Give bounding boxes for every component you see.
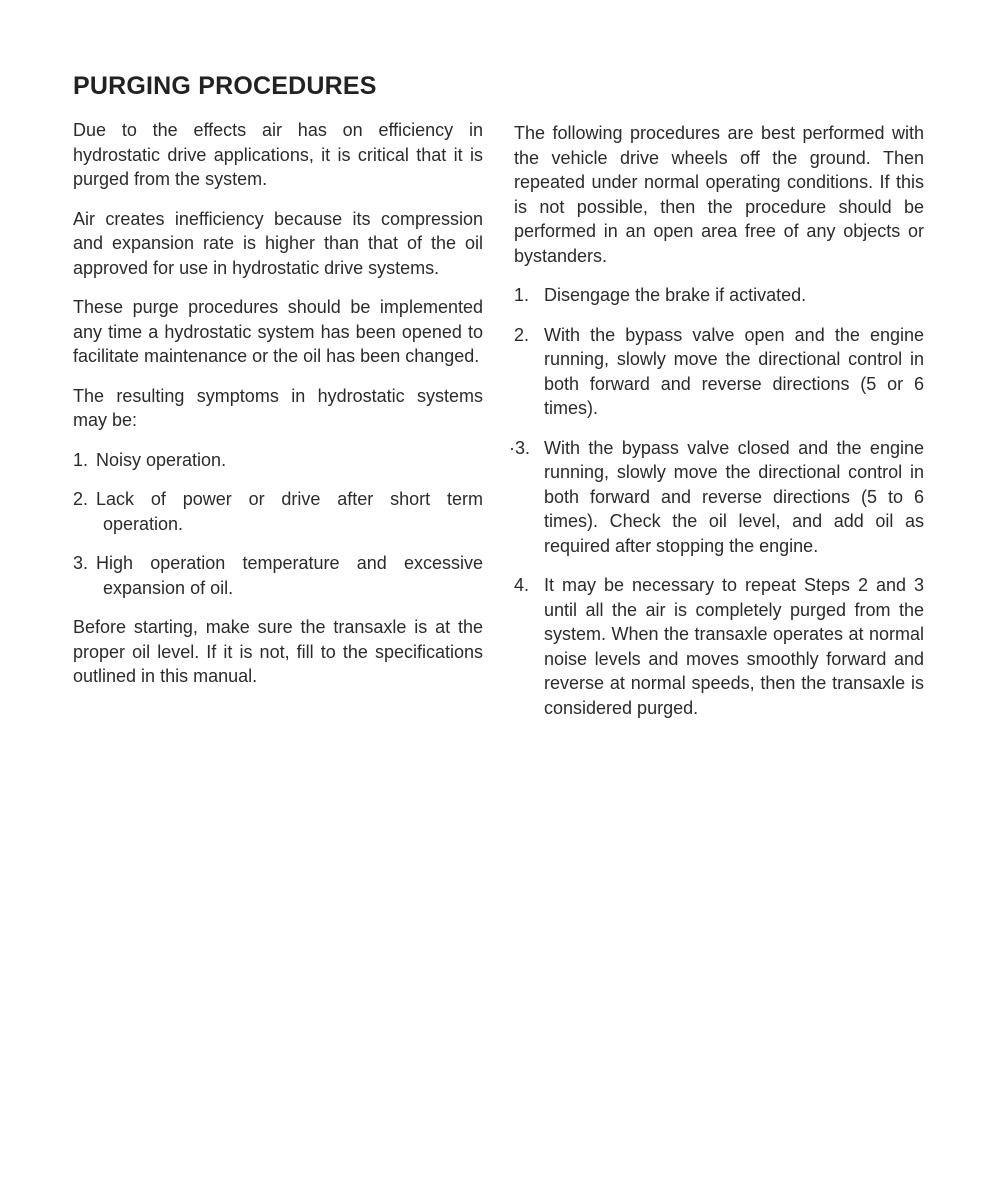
purge-when-paragraph: These purge procedures should be implemented any time a hydrostatic system has been opened to facilitate maintenance or the oil has been changed. xyxy=(73,297,483,366)
step-text: With the bypass valve open and the engine running, slowly move the directional control in both forward and reverse directions (5 or 6 times). xyxy=(544,324,924,418)
symptom-text: High operation temperature and excessive expansion of oil. xyxy=(96,553,483,598)
page-title: PURGING PROCEDURES xyxy=(73,72,377,100)
step-text: Disengage the brake if activated. xyxy=(544,285,807,305)
right-column xyxy=(509,121,924,735)
step-number: 1. xyxy=(514,285,530,305)
symptom-number: 1. xyxy=(73,449,89,470)
step-number: ·3. xyxy=(509,437,531,458)
procedure-steps-list xyxy=(509,283,924,720)
symptom-text: Lack of power or drive after short term operation. xyxy=(96,489,483,534)
procedure-step xyxy=(514,283,924,308)
step-number: 4. xyxy=(514,575,530,595)
procedure-step xyxy=(514,573,924,720)
symptom-item xyxy=(73,487,483,536)
symptom-item xyxy=(73,448,483,473)
procedure-step xyxy=(509,436,924,559)
intro-paragraph: Due to the effects air has on efficiency in hydrostatic drive applications, it is critical that it is purged from the system. xyxy=(73,120,483,189)
symptom-text: Noisy operation. xyxy=(96,449,227,470)
oil-level-paragraph: Before starting, make sure the transaxle is at the proper oil level. If it is not, fill to the specifications outlined in this manual. xyxy=(73,617,483,686)
symptom-number: 3. xyxy=(73,553,89,573)
procedure-step xyxy=(514,323,924,421)
symptom-number: 2. xyxy=(73,489,89,509)
air-paragraph: Air creates inefficiency because its compression and expansion rate is higher than that of the oil approved for use in hydrostatic drive systems. xyxy=(73,208,483,278)
left-column xyxy=(73,118,483,704)
procedure-intro-paragraph: The following procedures are best performed with the vehicle drive wheels off the ground. Then repeated under normal operating conditions. If this is not possible, then the procedure should be performed in an open area free of any objects or bystanders. xyxy=(514,123,924,266)
step-text: It may be necessary to repeat Steps 2 and 3 until all the air is completely purged from the system. When the transaxle operates at normal noise levels and moves smoothly forward and reverse at normal speeds, then the transaxle is considered purged. xyxy=(544,575,924,718)
symptoms-list xyxy=(73,448,483,601)
step-text: With the bypass valve closed and the engine running, slowly move the directional control in both forward and reverse directions (5 to 6 times). Check the oil level, and add oil as required after stopping the engine. xyxy=(544,437,924,556)
step-number: 2. xyxy=(514,324,530,345)
symptoms-lead-paragraph: The resulting symptoms in hydrostatic systems may be: xyxy=(73,385,483,430)
symptom-item xyxy=(73,551,483,600)
